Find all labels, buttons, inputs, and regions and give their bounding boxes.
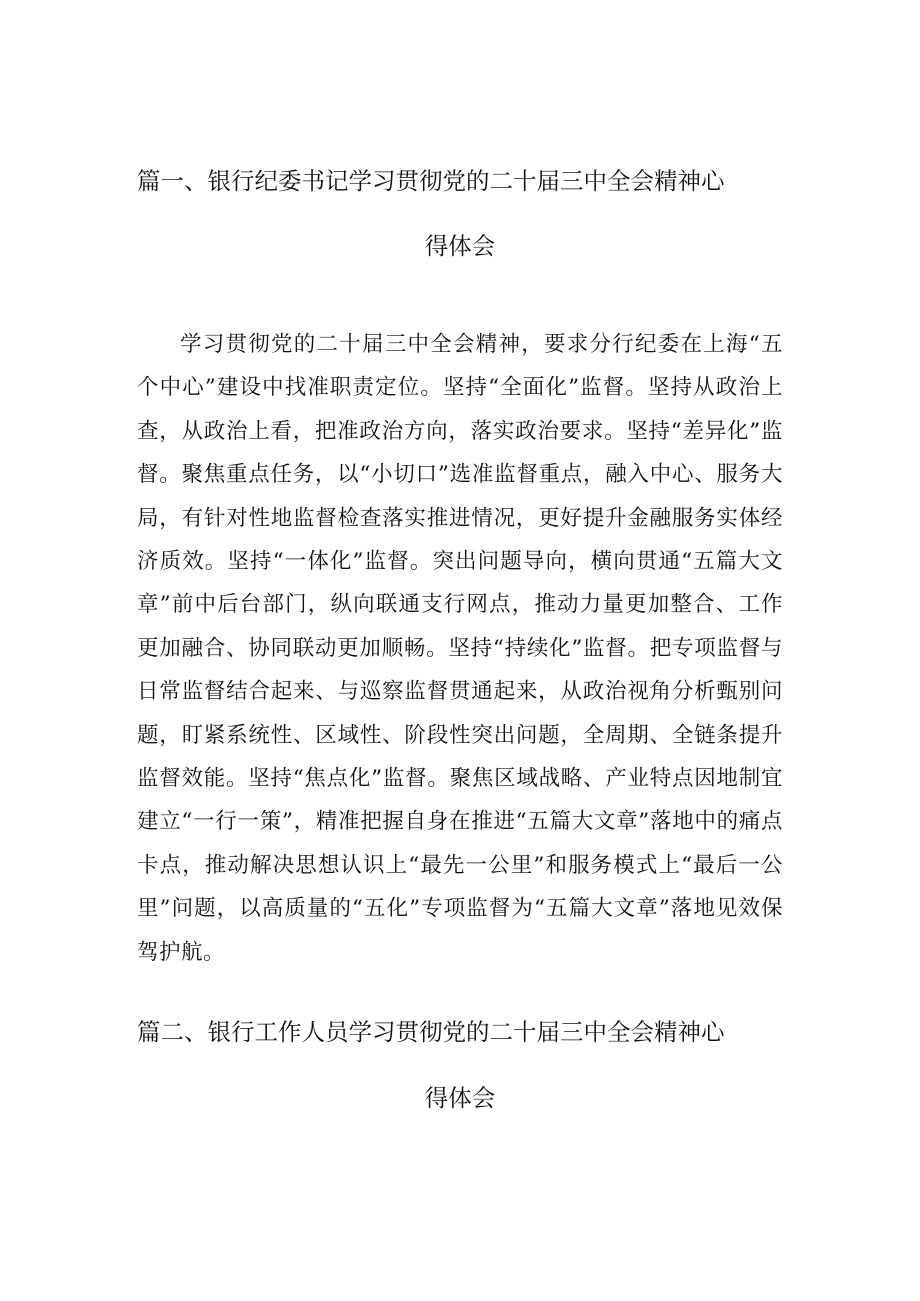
section-2-heading-continuation: 得体会	[424, 1084, 496, 1112]
section-1-heading-continuation: 得体会	[424, 232, 496, 260]
section-1-heading: 篇一、银行纪委书记学习贯彻党的二十届三中全会精神心	[137, 167, 725, 195]
section-2-heading: 篇二、银行工作人员学习贯彻党的二十届三中全会精神心	[137, 1018, 725, 1046]
section-1-paragraph: 学习贯彻党的二十届三中全会精神，要求分行纪委在上海“五个中心”建设中找准职责定位。坚持“全面化”监督。坚持从政治上查，从政治上看，把准政治方向，落实政治要求。坚持“差异化”监督。聚焦重点任务，以“小切口”选准监督重点，融入中心、服务大局，有针对性地监督检查落实推进情况，更好提升金融服务实体经济质效。坚持“一体化”监督。突出问题导向，横向贯通“五篇大文章”前中后台部门，纵向联通支行网点，推动力量更加整合、工作更加融合、协同联动更加顺畅。坚持“持续化”监督。把专项监督与日常监督结合起来、与巡察监督贯通起来，从政治视角分析甄别问题，盯紧系统性、区域性、阶段性突出问题，全周期、全链条提升监督效能。坚持“焦点化”监督。聚焦区域战略、产业特点因地制宜建立“一行一策”，精准把握自身在推进“五篇大文章”落地中的痛点卡点，推动解决思想认识上“最先一公里”和服务模式上“最后一公里”问题，以高质量的“五化”专项监督为“五篇大文章”落地见效保驾护航。	[137, 332, 783, 965]
